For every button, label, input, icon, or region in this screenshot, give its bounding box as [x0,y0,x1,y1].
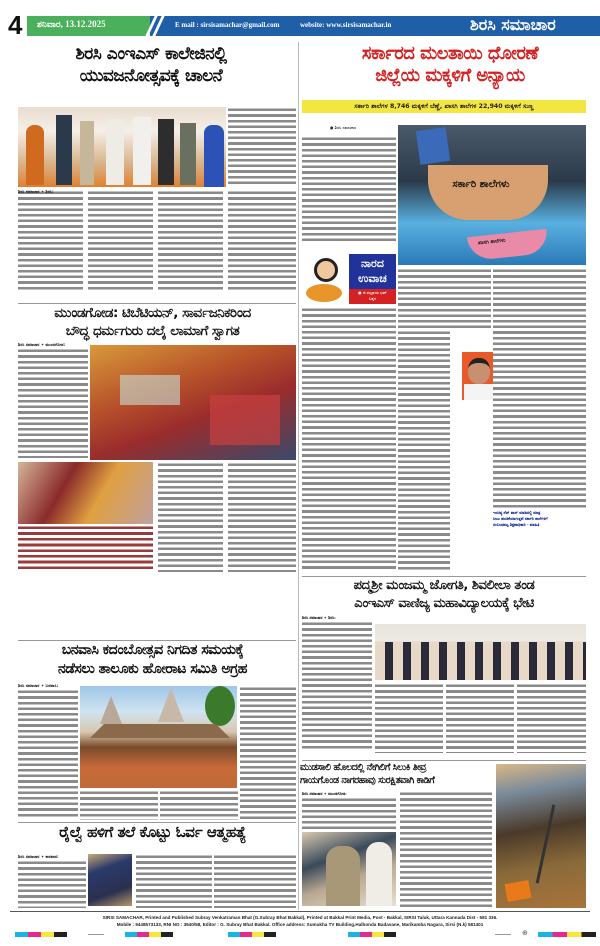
article-body-column [228,462,296,572]
article-body-column [80,790,158,820]
imprint-line: Mobile : 9448573133, RNI NO : 3940/58, Editor : G. Subray Bhat Bakkal. Office address: Sumukha TV Building,Halhonda Badavane, Marikamba Nagara, Sirsi (N.k) 581401 [116,922,484,927]
article-body-column [18,348,88,458]
article-body-column [214,854,296,908]
headline-line: ಜಿಲ್ಲೆಯ ಮಕ್ಕಳಿಗೆ ಅನ್ಯಾಯ [375,65,525,86]
article-body-column [228,107,296,187]
headline-cobra-rescue [300,761,490,787]
cmyk-color-bar [348,932,396,937]
column-author-box [349,289,396,304]
header-email[interactable]: E mail : sirsisamachar@gmail.com [175,21,280,29]
article-body-column [240,686,296,819]
column-author: ● ಜಿ.ಸುಬ್ರಾಯ ಭಟ್ [358,290,387,295]
article-body-column [18,860,86,908]
footnote-line: ಸಂಬಂಧಪಟ್ಟ ಶಿಕ್ಷಣಾಧಿಕಾರಿ - ಮಾಹಿತಿ [493,522,540,527]
headline-mundgod [10,304,295,340]
article-body-column [158,190,223,290]
person-figure [366,842,392,906]
article-body-column [517,683,586,753]
imprint-line: SIRSI SAMACHAR, Printed and Published Subray Venkatraman Bhat (G.Subray Bhat Bakkal), Printed at Bakkal Print Media, Post - Bakkal, SIRSI Taluk, Uttara Kannada Dist - 581 336. [102,915,498,920]
photo-lamp-lighting [18,107,226,187]
person-figure [180,123,196,185]
issue-date: ಶನಿವಾರ, 13.12.2025 [37,19,106,29]
rescue-bag [505,880,532,902]
photo-banavasi-temple [80,686,237,788]
article-body-column [160,790,238,820]
article-body-column [302,136,396,244]
registration-crosshair-icon: ⊕ [522,929,528,937]
headline-line: ಮುಡಸಾಲಿ ಹೊಲದಲ್ಲಿ ನೇಗಿಲಿಗೆ ಸಿಲುಕಿ ತೀವ್ರ [300,762,426,773]
person-figure [80,121,94,185]
headline-line: ಮುಂಡಗೋಡ: ಟಿಬೆಟಿಯನ್, ಸಾರ್ವಜನಿಕರಿಂದ [54,305,251,321]
photo-dalai-lama-greeting [18,462,153,524]
dateline: ಶಿರಸಿ ಸಮಾಚಾರ ✦ ಬನವಾಸಿ: [18,683,59,688]
person-figure [106,119,124,185]
article-body-column [136,854,212,908]
person-figure [204,125,224,187]
header-website[interactable]: website: www.sirsisamachar.in [300,21,392,29]
article-body-column [398,268,491,328]
dateline: ಶಿರಸಿ ಸಮಾಚಾರ ✦ ಕಾರವಾರ: [18,854,59,859]
article-body-column [446,683,514,753]
headline-line: ಬೌದ್ಧ ಧರ್ಮಗುರು ದಲೈ ಲಾಮಾಗೆ ಸ್ವಾಗತ [65,323,240,339]
article-body-column [493,268,586,508]
headline-line: ನಡೆಸಲು ತಾಲೂಕು ಹೋರಾಟ ಸಮಿತಿ ಅಗ್ರಹ [58,661,247,677]
registration-mark [495,934,511,935]
narada-veena [306,284,342,302]
headline-line: ಶಿರಸಿ ಎಂಇಎಸ್ ಕಾಲೇಜಿನಲ್ಲಿ [75,44,227,64]
imprint-footer [0,914,600,928]
headline-line: ಸರ್ಕಾರದ ಮಲತಾಯಿ ಧೋರಣೆ [361,43,539,64]
palm-tree [205,686,235,726]
photo-deceased [88,854,132,906]
temple-roof [90,724,230,738]
photo-caption [18,525,153,571]
shirt [464,384,494,400]
article-body-column [400,791,492,908]
headline-line: ಎಂಇಎಸ್ ವಾಣಿಜ್ಯ ಮಹಾವಿದ್ಯಾಲಯಕ್ಕೆ ಭೇಟಿ [354,596,534,611]
cmyk-color-bar [15,932,67,937]
article-body-column [18,689,78,819]
article-body-column [228,190,296,290]
article-body-column [18,190,83,290]
footnote-line: ಇಂಚಿತ್ಯ ನೆಟ್ ಪಾಸ್ ಮಾಡಿದಲ್ಲಿ ಮಾತ್ರ [493,510,541,515]
crowd-detail [210,395,280,445]
narada-face [314,258,338,282]
snake-stick [536,805,556,884]
cartoon-government-schools [398,125,586,265]
photo-dalai-lama-welcome [90,345,296,460]
column-rule [298,42,299,910]
registration-mark [88,934,104,935]
person-figure [158,119,174,185]
boat-ark [428,165,548,220]
headline-railway: ರೈಲ್ವೆ ಹಳಿಗೆ ತಲೆ ಕೊಟ್ಟು ಓರ್ವ ಆತ್ಮಹತ್ಯೆ [59,823,246,841]
masthead-brand: ಶಿರಸಿ ಸಮಾಚಾರ [470,15,556,34]
column-title: ಉವಾಚ [358,272,387,285]
footnote-line: ಸೀಟು ಹಂಚಿಕೆಯಾಗುತ್ತವೆ ಸರ್ಕಾರಿ ಶಾಲೆಗಳಿಗೆ [493,516,548,521]
temple-tower [100,696,122,724]
dateline: ಶಿರಸಿ ಸಮಾಚಾರ ✦ ಮುಂಡಗೋಡ: [18,342,66,347]
cartoon-label: ಸರ್ಕಾರಿ ಶಾಲೆಗಳು [452,179,510,190]
column-title: ನಾರದ [361,257,384,270]
byline: ● ಶಿರಸಿ ಸಮಾಚಾರ [330,125,357,130]
headline-line: ಯುವಜನೋತ್ಸವಕ್ಕೆ ಚಾಲನೆ [79,66,223,86]
column-author: ಬಕ್ಕಳ [368,296,377,301]
headline-banavasi [10,641,295,679]
narada-cartoon [302,254,349,304]
article-body-column [158,462,223,572]
person-figure [56,115,72,185]
blackboard [416,127,450,165]
face [468,358,490,384]
headline-padmashri [302,577,586,613]
footer-divider [10,911,590,912]
dateline: ಶಿರಸಿ ಸಮಾಚಾರ ✦ ಮುಂಡಗೋಡ: [302,791,347,796]
article-body-column [302,307,396,569]
headline-govt-schools [302,43,598,87]
group-of-people [375,642,586,680]
person-figure [26,125,44,185]
person-figure [133,117,151,185]
article-body-column [88,190,153,290]
photo-padmashri-visit [375,624,586,680]
crowd-detail [120,375,180,405]
page-number: 4 [8,10,23,40]
cartoon-boat-label: ಖಾಸಗಿ ಶಾಲೆಗಳು [477,237,506,247]
article-body-column [302,621,372,751]
photo-politician [462,352,496,400]
temple-tower [158,688,184,722]
article-body-column [302,797,396,829]
dateline: ಶಿರಸಿ ಸಮಾಚಾರ ✦ ಶಿರಸಿ: [18,189,54,194]
headline-line: ಬನವಾಸಿ ಕದಂಬೋತ್ಸವ ನಿಗದಿತ ಸಮಯಕ್ಕೆ [61,642,244,658]
footnote-box [493,510,586,552]
cmyk-color-bar [228,932,276,937]
dateline: ಶಿರಸಿ ಸಮಾಚಾರ ✦ ಶಿರಸಿ: [302,615,336,620]
photo-cobra-rescue [496,764,586,908]
article-body-column [375,683,443,753]
police-officer [326,846,360,906]
headline-line: ಪದ್ಮಶ್ರೀ ಮಂಜಮ್ಮ ಜೋಗತಿ, ಶಿವಲೀಲಾ ತಂಡ [353,578,535,593]
cmyk-color-bar [538,932,596,937]
headline-line: ಗಾಯಗೊಂಡ ನಾಗರಹಾವು ಸುರಕ್ಷಿತವಾಗಿ ಕಾಡಿಗೆ [300,775,435,786]
column-title-box [349,254,396,289]
photo-police-investigation [302,832,396,906]
article-body-column [398,330,450,570]
subheadline-banner: ಸರ್ಕಾರಿ ಶಾಲೆಗಳ 8,746 ಮಕ್ಕಳಿಗೆ ಬೆಣ್ಣೆ, ಖಾಸಗಿ ಶಾಲೆಗಳ 22,940 ಮಕ್ಕಳಿಗೆ ಸುಣ್ಣ [302,100,586,113]
headline-mes-college [6,43,296,87]
cmyk-color-bar [125,932,173,937]
